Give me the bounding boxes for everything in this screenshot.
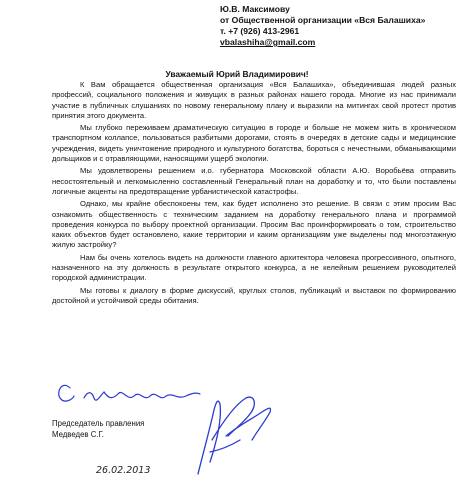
paragraph-4: Однако, мы крайне обеспокоены тем, как будет исполнено это решение. В связи с этим просим Вас ознакомить общественность с техническим заданием на доработку генерального плана и программой проведения конкурса по выбору проектной организации. Просим Вас проинформировать о том, строительство каких объектов будет остановлено, какие территории и каким организациям уже выделены под многоэтажную жилую застройку? (52, 199, 456, 250)
greeting: Уважаемый Юрий Владимирович! (165, 69, 309, 79)
sender-phone: т. +7 (926) 413-2961 (220, 26, 300, 36)
sender-email: vbalashiha@gmail.com (220, 37, 316, 47)
signer-name: Медведев С.Г. (52, 430, 104, 439)
paragraph-6: Мы готовы к диалогу в форме дискуссий, круглых столов, публикаций и выставок по формированию достойной и устойчивой среды обитания. (52, 285, 456, 305)
sender-organization: от Общественной организации «Вся Балашиха» (220, 15, 426, 25)
paragraph-1: К Вам обращается общественная организация «Вся Балашиха», объединившая людей разных профессий, социального положения и живущих в разных районах нашего города. Многие из нас принимали участие в публичных слушаниях по новому генеральному плану и выразили на митингах свой протест против принятия этого документа. (52, 80, 456, 120)
paragraph-2: Мы глубоко переживаем драматическую ситуацию в городе и больше не можем жить в хроническом транспортном коллапсе, пользоваться разбитыми дорогами, стоять в очередях в детские сады и медицинские учреждения, видеть уничтожение природного и культурного богатства, бороться с нечестными, обманывающими дольщиков и с отравляющими, наносящими ущерб экологии. (52, 123, 456, 164)
signer-position: Председатель правления (52, 419, 145, 428)
date-handwriting (96, 465, 150, 476)
letter-body (52, 80, 456, 308)
closing-handwriting (59, 385, 200, 401)
paragraph-5: Нам бы очень хотелось видеть на должности главного архитектора человека прогрессивного, опытного, назначенного на эту должность в результате открытого конкурса, а не келейным решением руководителей городской администрации. (52, 252, 456, 283)
date-text: 26.02.2013 (96, 465, 151, 476)
signature (198, 397, 271, 474)
recipient-block (220, 4, 425, 48)
signer-block (52, 418, 144, 440)
paragraph-3: Мы удовлетворены решением и.о. губернатора Московской области А.Ю. Воробьёва отправить несостоятельный и легкомысленно составленный Генеральный план на доработку и то, что были поставлены логичные акценты на предотвращение урбанистической катастрофы. (52, 166, 456, 196)
recipient-name: Ю.В. Максимову (220, 4, 290, 14)
